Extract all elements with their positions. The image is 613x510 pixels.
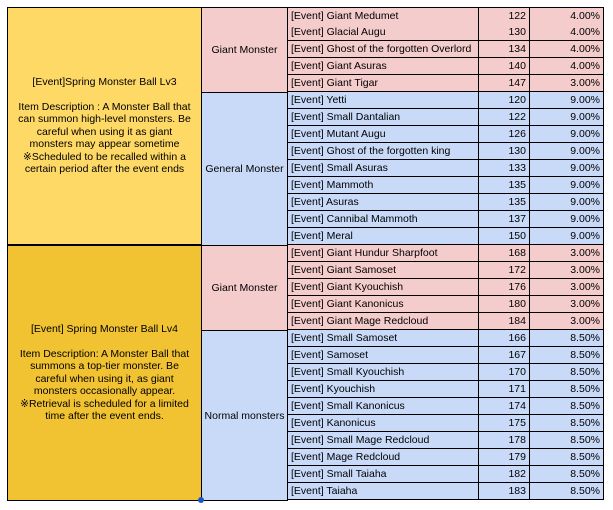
table-row: [287, 415, 604, 432]
monster-cell[interactable]: [Event] Giant Kyouchish: [287, 279, 479, 296]
level-cell[interactable]: 171: [479, 381, 530, 398]
rate-cell[interactable]: 4.00%: [530, 24, 604, 41]
rate-cell[interactable]: 3.00%: [530, 245, 604, 262]
level-cell[interactable]: 147: [479, 75, 530, 92]
level-cell[interactable]: 184: [479, 313, 530, 330]
table-row: [287, 109, 604, 126]
rate-cell[interactable]: 8.50%: [530, 466, 604, 483]
rate-cell[interactable]: 3.00%: [530, 313, 604, 330]
table-row: [287, 466, 604, 483]
table-row: [287, 194, 604, 211]
category-cell-giant[interactable]: [201, 7, 288, 93]
monster-cell[interactable]: [Event] Glacial Augu: [287, 24, 479, 41]
level-cell[interactable]: 174: [479, 398, 530, 415]
table-row: [287, 126, 604, 143]
level-cell[interactable]: 120: [479, 92, 530, 109]
category-cell-general[interactable]: [201, 92, 288, 246]
level-cell[interactable]: 150: [479, 228, 530, 245]
monster-cell[interactable]: [Event] Yetti: [287, 92, 479, 109]
monster-cell[interactable]: [Event] Mage Redcloud: [287, 449, 479, 466]
category-label: Normal monsters: [204, 409, 285, 422]
monster-cell[interactable]: [Event] Mammoth: [287, 177, 479, 194]
level-cell[interactable]: 167: [479, 347, 530, 364]
rate-cell[interactable]: 8.50%: [530, 483, 604, 500]
table-row: [287, 347, 604, 364]
table-row: [287, 160, 604, 177]
monster-cell[interactable]: [Event] Cannibal Mammoth: [287, 211, 479, 228]
table-row: [287, 398, 604, 415]
monster-cell[interactable]: [Event] Ghost of the forgotten Overlord: [287, 41, 479, 58]
rate-cell[interactable]: 3.00%: [530, 262, 604, 279]
ball-name: [Event]Spring Monster Ball Lv3: [32, 76, 177, 89]
table-row: [287, 330, 604, 347]
category-cell-normal[interactable]: [201, 330, 288, 501]
rate-cell[interactable]: 3.00%: [530, 296, 604, 313]
monster-cell[interactable]: [Event] Giant Mage Redcloud: [287, 313, 479, 330]
ball-notice: ※Retrieval is scheduled for a limited time after the event ends.: [20, 397, 189, 423]
table-row: [287, 24, 604, 41]
table-row: [287, 228, 604, 245]
table-row: [287, 364, 604, 381]
level-cell[interactable]: 180: [479, 296, 530, 313]
table-row: [287, 143, 604, 160]
table-row: [287, 432, 604, 449]
rate-cell[interactable]: 9.00%: [530, 143, 604, 160]
level-cell[interactable]: 122: [479, 8, 530, 25]
monster-cell[interactable]: [Event] Meral: [287, 228, 479, 245]
monster-cell[interactable]: [Event] Small Mage Redcloud: [287, 432, 479, 449]
table-row: [287, 279, 604, 296]
rate-cell[interactable]: 8.50%: [530, 449, 604, 466]
monster-cell[interactable]: [Event] Samoset: [287, 347, 479, 364]
rate-cell[interactable]: 9.00%: [530, 228, 604, 245]
rate-cell[interactable]: 9.00%: [530, 194, 604, 211]
table-row: [287, 483, 604, 500]
monster-cell[interactable]: [Event] Kyouchish: [287, 381, 479, 398]
table-row: [287, 41, 604, 58]
monster-cell[interactable]: [Event] Asuras: [287, 194, 479, 211]
rate-cell[interactable]: 9.00%: [530, 211, 604, 228]
rate-cell[interactable]: 8.50%: [530, 347, 604, 364]
category-cell-giant[interactable]: [201, 245, 288, 331]
rate-cell[interactable]: 3.00%: [530, 75, 604, 92]
ball-description: Item Description : A Monster Ball that can summon high-level monsters. Be careful when using it as giant monsters may appear sometime: [18, 100, 191, 151]
level-cell[interactable]: 137: [479, 211, 530, 228]
table-row: [287, 211, 604, 228]
rate-cell[interactable]: 4.00%: [530, 58, 604, 75]
rate-cell[interactable]: 4.00%: [530, 41, 604, 58]
monster-cell[interactable]: [Event] Giant Tigar: [287, 75, 479, 92]
level-cell[interactable]: 140: [479, 58, 530, 75]
level-cell[interactable]: 183: [479, 483, 530, 500]
ball-description: Item Description: A Monster Ball that summons a top-tier monster. Be careful when using it, as giant monsters occasionally appear.: [19, 347, 190, 398]
table-row: [287, 381, 604, 398]
table-row: [287, 313, 604, 330]
category-label: Giant Monster: [211, 44, 278, 56]
level-cell[interactable]: 178: [479, 432, 530, 449]
monster-cell[interactable]: [Event] Small Dantalian: [287, 109, 479, 126]
level-cell[interactable]: 175: [479, 415, 530, 432]
table-row: [287, 245, 604, 262]
rate-cell[interactable]: 9.00%: [530, 109, 604, 126]
level-cell[interactable]: 126: [479, 126, 530, 143]
level-cell[interactable]: 166: [479, 330, 530, 347]
rate-cell[interactable]: 9.00%: [530, 92, 604, 109]
monster-cell[interactable]: [Event] Giant Medumet: [287, 8, 479, 25]
level-cell[interactable]: 133: [479, 160, 530, 177]
rate-cell[interactable]: 4.00%: [530, 8, 604, 25]
table-row: [287, 449, 604, 466]
level-cell[interactable]: 122: [479, 109, 530, 126]
monster-cell[interactable]: [Event] Giant Hundur Sharpfoot: [287, 245, 479, 262]
monster-cell[interactable]: [Event] Small Taiaha: [287, 466, 479, 483]
level-cell[interactable]: 176: [479, 279, 530, 296]
table-row: [287, 296, 604, 313]
ball-notice: ※Scheduled to be recalled within a certain period after the event ends: [23, 150, 186, 176]
level-cell[interactable]: 130: [479, 143, 530, 160]
rate-cell[interactable]: 8.50%: [530, 381, 604, 398]
table-row: [287, 7, 604, 24]
table-row: [287, 75, 604, 92]
level-cell[interactable]: 135: [479, 194, 530, 211]
table-row: [287, 177, 604, 194]
monster-cell[interactable]: [Event] Giant Kanonicus: [287, 296, 479, 313]
level-cell[interactable]: 170: [479, 364, 530, 381]
level-cell[interactable]: 134: [479, 41, 530, 58]
monster-cell[interactable]: [Event] Mutant Augu: [287, 126, 479, 143]
rate-cell[interactable]: 9.00%: [530, 177, 604, 194]
level-cell[interactable]: 182: [479, 466, 530, 483]
monster-cell[interactable]: [Event] Small Samoset: [287, 330, 479, 347]
monster-cell[interactable]: [Event] Small Kyouchish: [287, 364, 479, 381]
rate-cell[interactable]: 3.00%: [530, 279, 604, 296]
monster-cell[interactable]: [Event] Taiaha: [287, 483, 479, 500]
table-row: [287, 262, 604, 279]
ball-cell-lv3[interactable]: [7, 7, 202, 245]
rate-cell[interactable]: 8.50%: [530, 432, 604, 449]
rate-cell[interactable]: 9.00%: [530, 160, 604, 177]
rate-cell[interactable]: 8.50%: [530, 398, 604, 415]
monster-cell[interactable]: [Event] Ghost of the forgotten king: [287, 143, 479, 160]
monster-cell[interactable]: [Event] Giant Samoset: [287, 262, 479, 279]
rate-cell[interactable]: 8.50%: [530, 364, 604, 381]
level-cell[interactable]: 168: [479, 245, 530, 262]
table-row: [287, 92, 604, 109]
level-cell[interactable]: 179: [479, 449, 530, 466]
level-cell[interactable]: 172: [479, 262, 530, 279]
monster-cell[interactable]: [Event] Small Kanonicus: [287, 398, 479, 415]
selection-fill-handle[interactable]: [198, 497, 204, 503]
rate-cell[interactable]: 8.50%: [530, 330, 604, 347]
ball-name: [Event] Spring Monster Ball Lv4: [30, 323, 179, 336]
rate-cell[interactable]: 8.50%: [530, 415, 604, 432]
monster-cell[interactable]: [Event] Kanonicus: [287, 415, 479, 432]
level-cell[interactable]: 135: [479, 177, 530, 194]
category-label: General Monster: [205, 163, 284, 175]
ball-cell-lv4[interactable]: [7, 245, 202, 501]
monster-cell[interactable]: [Event] Giant Asuras: [287, 58, 479, 75]
rate-cell[interactable]: 9.00%: [530, 126, 604, 143]
monster-cell[interactable]: [Event] Small Asuras: [287, 160, 479, 177]
level-cell[interactable]: 130: [479, 24, 530, 41]
table-row: [287, 58, 604, 75]
category-label: Giant Monster: [211, 282, 278, 294]
